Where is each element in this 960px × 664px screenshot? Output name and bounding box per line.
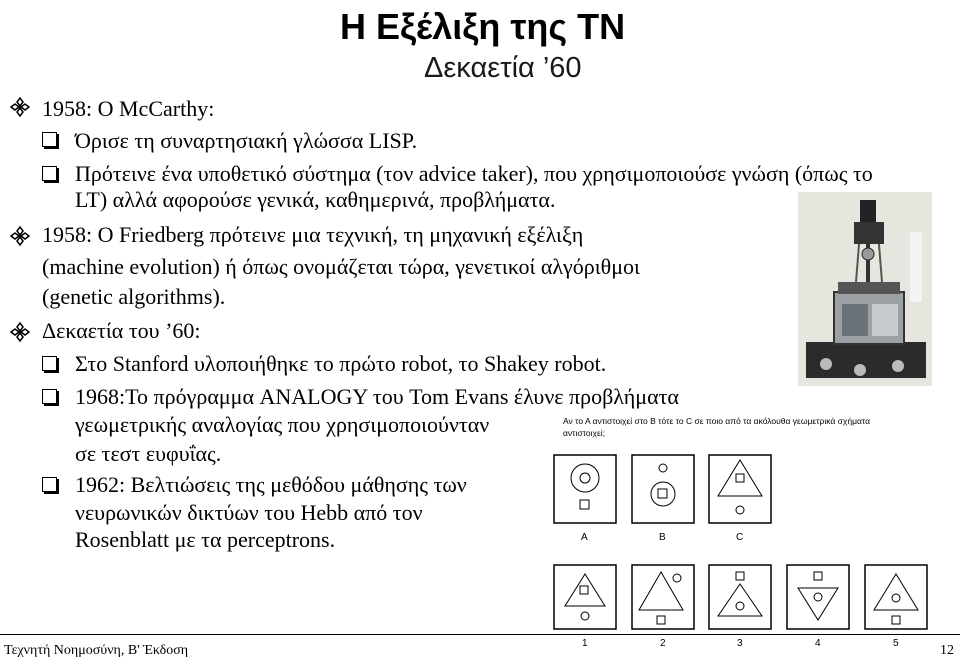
box-bullet-icon <box>42 389 57 404</box>
bullet-friedberg-cont1: (machine evolution) ή όπως ονομάζεται τώρα, γενετικοί αλγόριθμοι <box>42 254 640 279</box>
analogy-option-3 <box>708 564 772 630</box>
figure-label-a: A <box>581 532 588 543</box>
shakey-robot-image <box>798 192 932 386</box>
analogy-option-5 <box>864 564 928 630</box>
analogy-caption-line1: Αν το Α αντιστοιχεί στο Β τότε το C σε ποιο από τα ακόλουθα γεωμετρικά σχήματα <box>563 416 871 426</box>
sub-bullet-perceptrons-cont1: νευρωνικών δικτύων του Hebb από τον <box>75 500 423 525</box>
option-label-5: 5 <box>893 638 899 649</box>
diamond-bullet-icon <box>10 226 30 246</box>
analogy-figure-a <box>553 454 617 524</box>
option-label-3: 3 <box>737 638 743 649</box>
option-label-4: 4 <box>815 638 821 649</box>
bullet-friedberg-cont2: (genetic algorithms). <box>42 284 226 309</box>
slide-subtitle: Δεκαετία ’60 <box>424 52 582 84</box>
sub-bullet-shakey: Στο Stanford υλοποιήθηκε το πρώτο robot, το Shakey robot. <box>75 351 607 376</box>
box-bullet-icon <box>42 166 57 181</box>
diamond-bullet-icon <box>10 97 30 117</box>
sub-bullet-perceptrons: 1962: Βελτιώσεις της μεθόδου μάθησης των <box>75 472 467 497</box>
analogy-figure-b <box>631 454 695 524</box>
analogy-caption <box>563 415 958 439</box>
analogy-option-4 <box>786 564 850 630</box>
sub-bullet-advice-taker-cont: LT) αλλά αφορούσε γενικά, καθημερινά, προβλήματα. <box>75 187 556 212</box>
bullet-sixties: Δεκαετία του ’60: <box>42 318 201 343</box>
sub-bullet-perceptrons-cont2: Rosenblatt με τα perceptrons. <box>75 527 336 552</box>
diamond-bullet-icon <box>10 322 30 342</box>
option-label-2: 2 <box>660 638 666 649</box>
bullet-friedberg: 1958: O Friedberg πρότεινε μια τεχνική, τη μηχανική εξέλιξη <box>42 222 584 247</box>
sub-bullet-analogy: 1968:Το πρόγραμμα ANALOGY του Tom Evans έλυνε προβλήματα <box>75 384 679 409</box>
figure-label-b: B <box>659 532 666 543</box>
option-label-1: 1 <box>582 638 588 649</box>
sub-bullet-analogy-cont2: σε τεστ ευφυΐας. <box>75 441 222 466</box>
analogy-caption-line2: αντιστοιχεί; <box>563 428 606 438</box>
sub-bullet-advice-taker: Πρότεινε ένα υποθετικό σύστημα (τον advice taker), που χρησιμοποιούσε γνώση (όπως το <box>75 161 873 186</box>
slide-title: Η Εξέλιξη της ΤΝ <box>340 6 626 47</box>
analogy-option-2 <box>631 564 695 630</box>
footer-book-title: Τεχνητή Νοημοσύνη, Β' Έκδοση <box>4 643 189 658</box>
analogy-figure-c <box>708 454 772 524</box>
slide-footer <box>0 634 960 664</box>
figure-label-c: C <box>736 532 744 543</box>
sub-bullet-analogy-cont1: γεωμετρικής αναλογίας που χρησιμοποιούνταν <box>75 412 490 437</box>
sub-bullet-lisp: Όρισε τη συναρτησιακή γλώσσα LISP. <box>75 128 418 153</box>
analogy-option-1 <box>553 564 617 630</box>
box-bullet-icon <box>42 132 57 147</box>
box-bullet-icon <box>42 356 57 371</box>
page-number: 12 <box>940 643 954 658</box>
bullet-mccarthy: 1958: O McCarthy: <box>42 96 215 121</box>
box-bullet-icon <box>42 477 57 492</box>
